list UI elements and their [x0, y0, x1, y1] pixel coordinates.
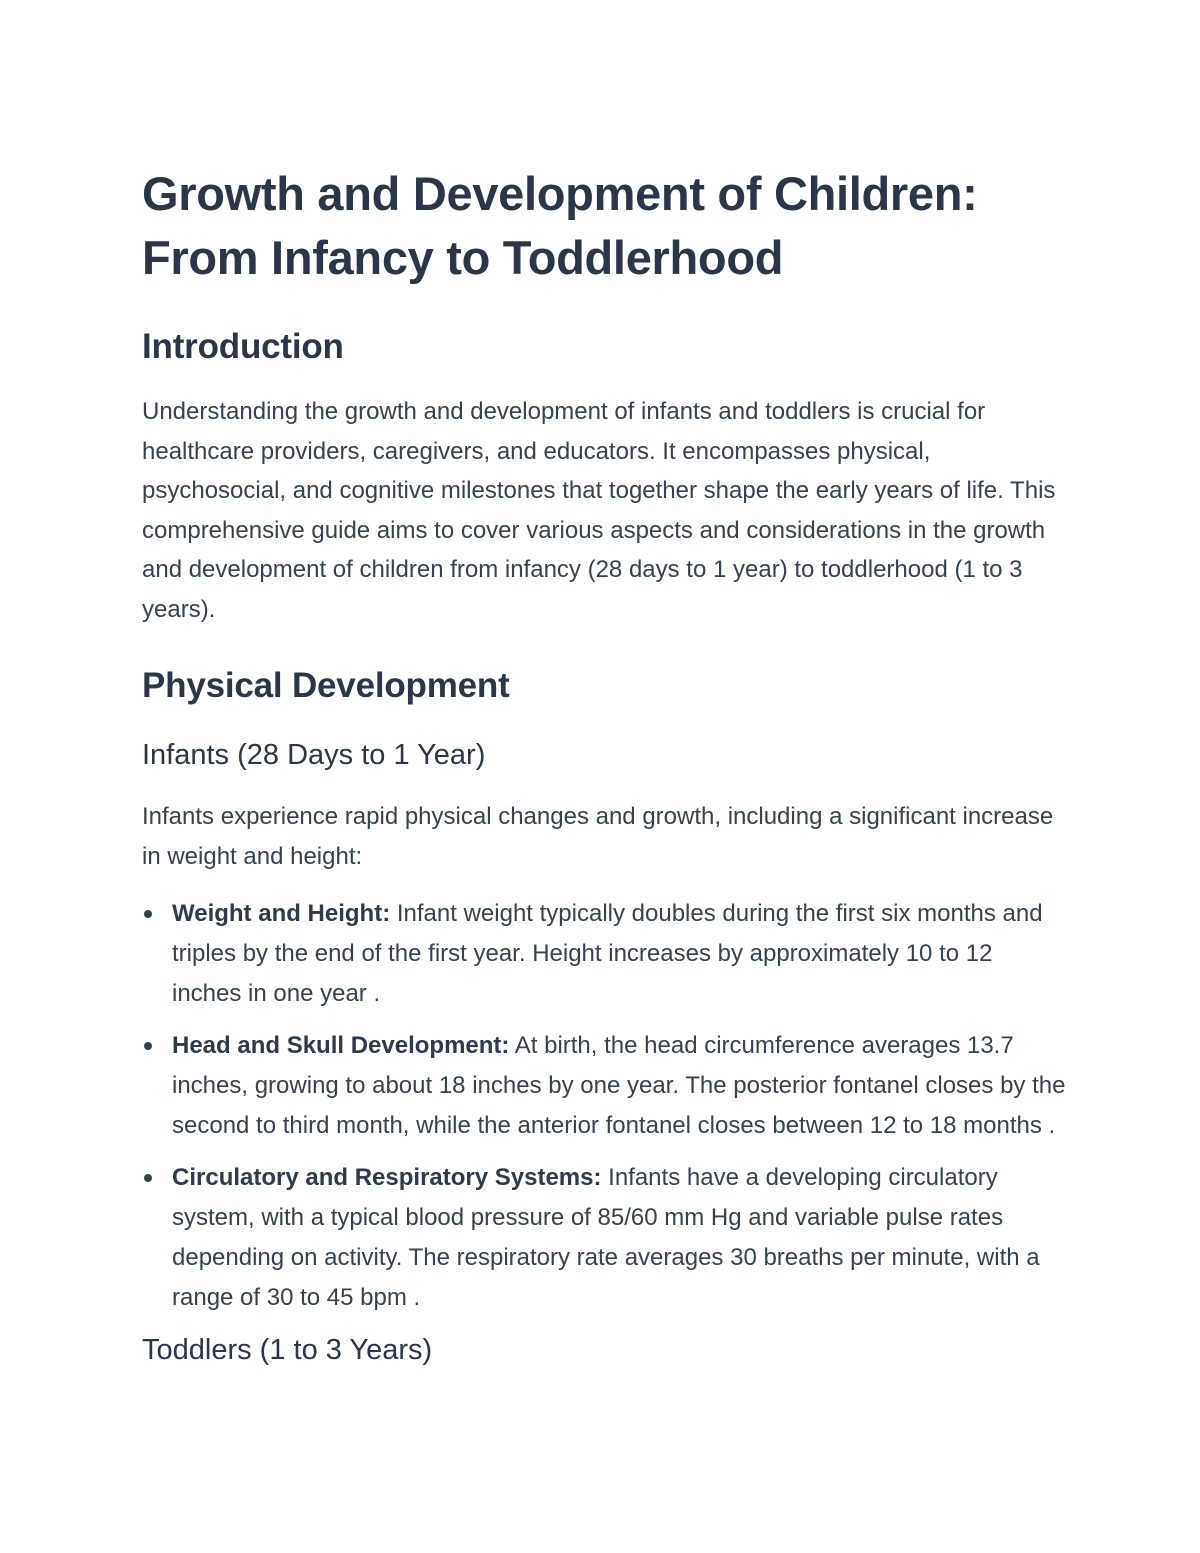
list-item-term: Head and Skull Development: [172, 1032, 510, 1059]
list-item-text: At birth, the head circumference averages 13.7 inches, growing to about 18 inches by one year. The posterior fontanel closes by the second to third month, while the anterior fontanel closes between 12 to 18 months . [172, 1032, 1066, 1139]
subheading-toddlers: Toddlers (1 to 3 Years) [142, 1334, 433, 1366]
list-item [142, 1026, 1067, 1146]
list-item-term: Weight and Height: [172, 900, 391, 927]
section-heading-introduction: Introduction [142, 327, 344, 366]
title-line-2: From Infancy to Toddlerhood [142, 231, 784, 284]
title-line-1: Growth and Development of Children: [142, 167, 978, 220]
infants-list [142, 894, 1067, 1318]
document-content [142, 162, 1067, 1370]
list-item-term: Circulatory and Respiratory Systems: [172, 1164, 602, 1191]
infants-paragraph: Infants experience rapid physical changes and growth, including a significant increase in weight and height: [142, 803, 1054, 870]
section-heading-physical-development: Physical Development [142, 666, 510, 705]
bullet-icon [144, 1042, 152, 1050]
list-item-text: Infant weight typically doubles during the first six months and triples by the end of the first year. Height increases by approximately 10 to 12 inches in one year . [172, 900, 1043, 1007]
list-item-text: Infants have a developing circulatory system, with a typical blood pressure of 85/60 mm Hg and variable pulse rates depending on activity. The respiratory rate averages 30 breaths per minute, with a range of 30 to 45 bpm . [172, 1164, 1040, 1311]
page-title [142, 162, 1067, 290]
list-item [142, 894, 1067, 1014]
subheading-infants: Infants (28 Days to 1 Year) [142, 739, 486, 771]
bullet-icon [144, 910, 152, 918]
list-item [142, 1158, 1067, 1318]
intro-paragraph: Understanding the growth and development of infants and toddlers is crucial for healthcare providers, caregivers, and educators. It encompasses physical, psychosocial, and cognitive milestones that together shape the early years of life. This comprehensive guide aims to cover various aspects and considerations in the growth and development of children from infancy (28 days to 1 year) to toddlerhood (1 to 3 years). [142, 398, 1056, 623]
bullet-icon [144, 1174, 152, 1182]
